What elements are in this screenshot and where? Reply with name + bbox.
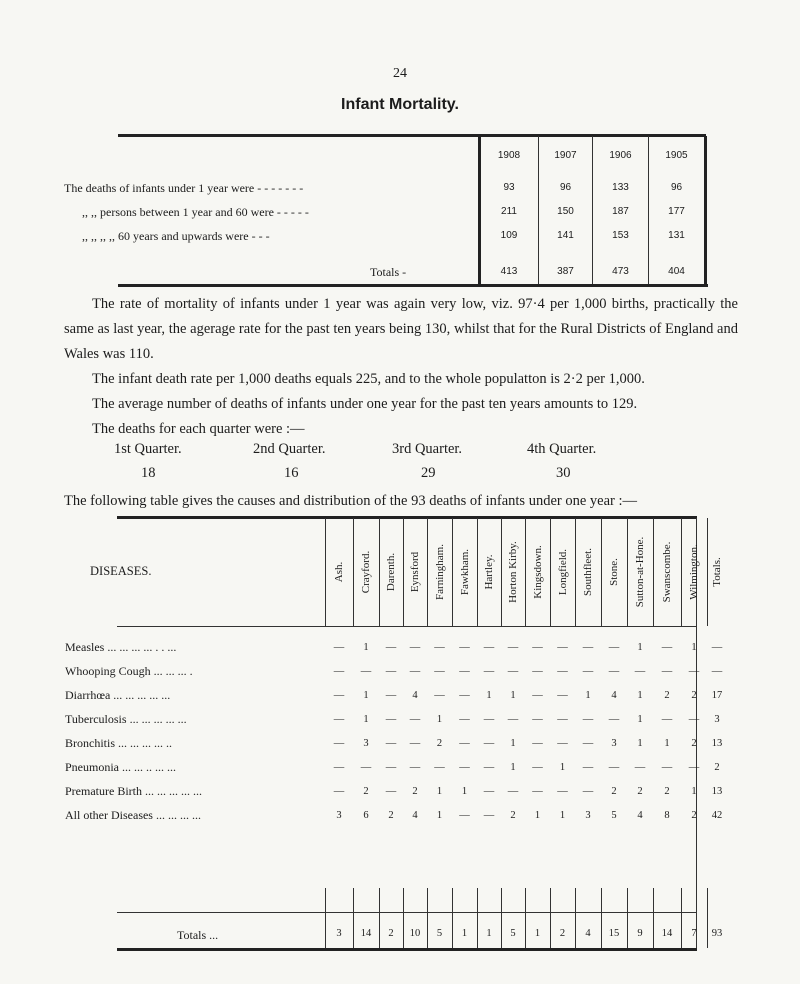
- column-header: [502, 524, 524, 620]
- table-cell: —: [608, 642, 620, 653]
- year-header: 1906: [609, 150, 632, 161]
- column-divider: [681, 888, 682, 948]
- totals-cell: 93: [711, 928, 723, 939]
- table-cell: 4: [412, 690, 418, 701]
- totals-cell: 1: [461, 928, 468, 939]
- table-cell: 1: [637, 642, 643, 653]
- table-cell: —: [360, 666, 372, 677]
- table-cell: 8: [664, 810, 670, 821]
- table-cell: 133: [612, 182, 629, 193]
- table-cell: —: [409, 642, 421, 653]
- table-cell: 1: [363, 714, 369, 725]
- table-cell: 2: [714, 762, 720, 773]
- table-cell: —: [688, 762, 700, 773]
- disease-label: Measles ... ... ... ... . . ...: [65, 640, 177, 654]
- table-cell: 2: [691, 810, 697, 821]
- table-cell: —: [483, 642, 495, 653]
- column-divider: [707, 888, 708, 948]
- table-cell: 2: [637, 786, 643, 797]
- column-header-text: Sutton-at-Hone.: [634, 536, 646, 608]
- table-cell: 13: [711, 786, 723, 797]
- table-cell: —: [459, 762, 470, 773]
- totals-cell: 473: [612, 266, 629, 277]
- column-divider: [627, 888, 628, 948]
- table-cell: —: [557, 690, 568, 701]
- table-cell: —: [532, 690, 543, 701]
- table-cell: 1: [363, 690, 369, 701]
- row-label: The deaths of infants under 1 year were - - - - - - -: [64, 181, 304, 195]
- column-header: [404, 524, 426, 620]
- table-cell: —: [409, 762, 421, 773]
- table-cell: 177: [668, 206, 685, 217]
- column-header-text: Swanscombe.: [661, 541, 673, 603]
- column-header: [552, 524, 574, 620]
- column-header-text: Longfield.: [556, 548, 569, 596]
- table-cell: —: [507, 714, 519, 725]
- column-divider: [704, 136, 707, 284]
- table-cell: 6: [363, 810, 369, 821]
- totals-cell: 2: [559, 928, 566, 939]
- column-header: [656, 524, 678, 620]
- table-cell: 1: [461, 786, 468, 797]
- column-divider: [601, 888, 602, 948]
- column-header: [683, 524, 705, 620]
- column-divider: [681, 518, 682, 626]
- column-divider: [477, 888, 478, 948]
- table-cell: —: [582, 642, 594, 653]
- totals-label: Totals -: [370, 265, 407, 279]
- table-cell: 2: [510, 810, 516, 821]
- table-cell: 3: [611, 738, 617, 749]
- column-header-text: Southfleet.: [582, 548, 594, 596]
- quarters-intro: The deaths for each quarter were :—: [92, 421, 305, 437]
- table-cell: 1: [691, 786, 697, 797]
- table-cell: 3: [336, 810, 342, 821]
- table-cell: —: [333, 642, 345, 653]
- column-divider: [525, 888, 526, 948]
- table-cell: —: [608, 714, 620, 725]
- column-divider: [452, 888, 453, 948]
- table-cell: 1: [585, 690, 591, 701]
- totals-label: Totals ...: [177, 928, 219, 942]
- table-cell: —: [333, 666, 345, 677]
- table-cell: 2: [611, 786, 617, 797]
- table-cell: 1: [436, 786, 443, 797]
- column-header-text: Crayford.: [360, 550, 372, 594]
- quarter-value: 18: [141, 465, 156, 481]
- totals-cell: 15: [608, 928, 620, 939]
- table-cell: —: [459, 642, 470, 653]
- year-header: 1907: [554, 150, 577, 161]
- table-cell: 2: [664, 690, 670, 701]
- table-cell: 2: [664, 786, 670, 797]
- totals-cell: 413: [500, 266, 518, 277]
- disease-label: All other Diseases ... ... ... ...: [65, 808, 201, 822]
- column-header: [527, 524, 549, 620]
- table-cell: —: [582, 666, 594, 677]
- table-cell: 42: [711, 810, 723, 821]
- table-cell: 1: [637, 714, 643, 725]
- disease-label: Whooping Cough ... ... ... .: [65, 664, 193, 678]
- table-cell: —: [385, 642, 397, 653]
- table-cell: —: [688, 714, 700, 725]
- table-cell: 131: [668, 230, 685, 241]
- table-cell: 2: [412, 786, 418, 797]
- table-cell: —: [483, 738, 495, 749]
- table-top-rule: [118, 134, 706, 137]
- table-cell: —: [385, 714, 397, 725]
- table-cell: —: [661, 762, 673, 773]
- table-cell: —: [385, 762, 397, 773]
- column-divider: [601, 518, 602, 626]
- table-cell: 1: [637, 738, 643, 749]
- table-cell: 109: [500, 230, 518, 241]
- table-cell: —: [459, 690, 470, 701]
- row-label: ,, ,, ,, ,, 60 years and upwards were - - -: [82, 229, 270, 243]
- column-header-text: Darenth.: [385, 552, 397, 592]
- table-cell: 1: [436, 714, 443, 725]
- table-cell: 187: [612, 206, 629, 217]
- death-rate-paragraph: The infant death rate per 1,000 deaths equals 225, and to the whole populatton is 2·2 per 1,000.: [92, 371, 645, 387]
- column-divider: [325, 518, 326, 626]
- table-cell: —: [557, 738, 568, 749]
- table-cell: —: [507, 786, 519, 797]
- table-cell: —: [333, 714, 345, 725]
- column-header-text: Stone.: [608, 558, 620, 586]
- table-cell: 150: [557, 206, 574, 217]
- column-divider: [653, 888, 654, 948]
- table-cell: 1: [559, 762, 566, 773]
- table-cell: 4: [412, 810, 418, 821]
- table-cell: —: [483, 762, 495, 773]
- table-cell: —: [608, 666, 620, 677]
- table-cell: —: [711, 666, 723, 677]
- table-cell: 1: [363, 642, 369, 653]
- table-cell: —: [459, 810, 470, 821]
- table-cell: —: [532, 762, 543, 773]
- table-cell: 17: [711, 690, 723, 701]
- page-title: Infant Mortality.: [341, 96, 459, 113]
- table-cell: —: [557, 714, 568, 725]
- table-intro: The following table gives the causes and distribution of the 93 deaths of infants under one year :—: [64, 493, 638, 509]
- table-cell: —: [634, 762, 646, 773]
- table-cell: —: [409, 738, 421, 749]
- table-cell: —: [483, 786, 495, 797]
- column-header: [629, 524, 651, 620]
- table-cell: 211: [501, 206, 517, 217]
- table-cell: —: [409, 714, 421, 725]
- table-cell: —: [582, 714, 594, 725]
- table-cell: —: [507, 642, 519, 653]
- table-cell: —: [434, 690, 445, 701]
- column-header-text: Eynsford: [409, 551, 421, 593]
- totals-cell: 10: [409, 928, 421, 939]
- table-bottom-rule: [118, 284, 708, 287]
- table-cell: —: [434, 642, 445, 653]
- table-cell: —: [507, 666, 519, 677]
- column-divider: [501, 888, 502, 948]
- disease-label: Pneumonia ... ... .. ... ...: [65, 760, 176, 774]
- table-cell: 1: [510, 738, 516, 749]
- column-divider: [653, 518, 654, 626]
- table-cell: —: [557, 666, 568, 677]
- totals-cell: 404: [668, 266, 685, 277]
- totals-cell: 9: [637, 928, 643, 939]
- table-cell: —: [532, 666, 543, 677]
- table-cell: —: [608, 762, 620, 773]
- table-cell: —: [661, 714, 673, 725]
- table-cell: 1: [486, 690, 492, 701]
- table-cell: 1: [637, 690, 643, 701]
- quarter-label: 4th Quarter.: [527, 441, 597, 457]
- column-header: [380, 524, 402, 620]
- totals-cell: 387: [557, 266, 574, 277]
- column-header-text: Totals.: [711, 557, 723, 587]
- totals-cell: 14: [661, 928, 673, 939]
- column-divider: [575, 518, 576, 626]
- table-cell: 1: [510, 690, 516, 701]
- table-top-rule: [117, 516, 697, 519]
- table-cell: 2: [691, 690, 697, 701]
- totals-cell: 1: [486, 928, 492, 939]
- table-cell: —: [557, 642, 568, 653]
- table-cell: 3: [585, 810, 591, 821]
- disease-label: Bronchitis ... ... ... ... ..: [65, 736, 172, 750]
- summary-table: [64, 134, 708, 286]
- table-cell: —: [434, 666, 445, 677]
- column-header-text: Fawkham.: [458, 548, 471, 596]
- table-cell: —: [582, 762, 594, 773]
- table-cell: —: [385, 786, 397, 797]
- table-cell: 13: [711, 738, 723, 749]
- column-divider: [379, 888, 380, 948]
- table-cell: —: [434, 762, 445, 773]
- table-cell: 96: [670, 182, 683, 193]
- table-cell: 141: [557, 230, 574, 241]
- table-cell: —: [582, 786, 594, 797]
- table-cell: 93: [503, 182, 515, 193]
- table-cell: —: [582, 738, 594, 749]
- table-cell: —: [333, 786, 345, 797]
- table-cell: —: [532, 738, 543, 749]
- table-cell: 1: [510, 762, 516, 773]
- totals-cell: 5: [436, 928, 443, 939]
- totals-cell: 1: [534, 928, 541, 939]
- year-header: 1905: [665, 150, 688, 161]
- column-header: [603, 524, 625, 620]
- header-rule: [117, 626, 697, 627]
- average-paragraph: The average number of deaths of infants under one year for the past ten years amounts to 129.: [92, 396, 638, 412]
- row-label: ,, ,, persons between 1 year and 60 were - - - - -: [82, 205, 309, 219]
- disease-label: Premature Birth ... ... ... ... ...: [65, 784, 202, 798]
- table-cell: 4: [611, 690, 617, 701]
- column-header-text: Ash.: [333, 561, 345, 583]
- table-cell: —: [459, 666, 470, 677]
- quarter-value: 29: [421, 465, 436, 481]
- table-cell: 153: [612, 230, 629, 241]
- totals-cell: 3: [336, 928, 342, 939]
- table-bottom-rule: [117, 948, 697, 951]
- quarter-label: 3rd Quarter.: [392, 441, 463, 457]
- column-divider: [325, 888, 326, 948]
- totals-cell: 4: [585, 928, 591, 939]
- table-cell: —: [661, 666, 673, 677]
- column-divider: [627, 518, 628, 626]
- quarter-value: 16: [284, 465, 299, 481]
- totals-cell: 2: [388, 928, 394, 939]
- table-cell: —: [532, 786, 543, 797]
- table-cell: —: [385, 738, 397, 749]
- disease-label: Diarrhœa ... ... ... ... ...: [65, 688, 171, 702]
- table-cell: —: [557, 786, 568, 797]
- table-cell: —: [532, 714, 543, 725]
- table-cell: —: [333, 762, 345, 773]
- column-header-text: Farningham.: [433, 544, 446, 600]
- column-header: [706, 524, 728, 620]
- table-cell: —: [661, 642, 673, 653]
- column-divider: [427, 888, 428, 948]
- table-cell: —: [688, 666, 700, 677]
- table-cell: 1: [534, 810, 541, 821]
- table-cell: 3: [714, 714, 720, 725]
- column-header-text: Horton Kirby.: [507, 541, 519, 603]
- table-cell: 2: [691, 738, 697, 749]
- year-header: 1908: [497, 150, 521, 161]
- quarter-label: 1st Quarter.: [114, 441, 182, 457]
- column-header-text: Wilmington.: [688, 544, 700, 600]
- table-cell: 2: [363, 786, 369, 797]
- column-divider: [353, 888, 354, 948]
- table-cell: —: [333, 738, 345, 749]
- table-cell: 1: [691, 642, 697, 653]
- rate-paragraph: The rate of mortality of infants under 1 year was again very low, viz. 97·4 per 1,000 births, practically the same as last year, the agerage rate for the past ten years being 130, whilst that for the Rural Districts of England and Wales was 110.: [64, 296, 738, 362]
- disease-label: Tuberculosis ... ... ... ... ...: [65, 712, 187, 726]
- table-cell: 1: [559, 810, 566, 821]
- column-header-text: Hartley.: [483, 554, 495, 590]
- table-cell: 96: [559, 182, 572, 193]
- totals-cell: 14: [360, 928, 372, 939]
- table-cell: 3: [363, 738, 369, 749]
- table-cell: —: [385, 666, 397, 677]
- quarter-value: 30: [556, 465, 571, 481]
- table-cell: 1: [664, 738, 670, 749]
- column-header-text: Kingsdown.: [531, 545, 544, 599]
- disease-table: [65, 516, 723, 951]
- column-divider: [353, 518, 354, 626]
- table-cell: —: [532, 642, 543, 653]
- table-cell: —: [385, 690, 397, 701]
- quarter-label: 2nd Quarter.: [253, 441, 326, 457]
- column-header: [454, 524, 476, 620]
- table-cell: 4: [637, 810, 643, 821]
- table-cell: —: [360, 762, 372, 773]
- column-divider: [403, 888, 404, 948]
- column-header: [577, 524, 599, 620]
- totals-cell: 5: [510, 928, 516, 939]
- diseases-header: DISEASES.: [90, 564, 152, 578]
- table-cell: —: [634, 666, 646, 677]
- column-divider: [550, 888, 551, 948]
- table-cell: 5: [611, 810, 617, 821]
- totals-cell: 7: [691, 928, 697, 939]
- table-cell: 2: [436, 738, 443, 749]
- column-header: [355, 524, 377, 620]
- column-header: [328, 524, 350, 620]
- table-cell: —: [483, 714, 495, 725]
- column-header: [478, 524, 500, 620]
- table-cell: —: [483, 666, 495, 677]
- totals-rule: [117, 912, 697, 913]
- table-cell: —: [459, 738, 470, 749]
- table-cell: —: [483, 810, 495, 821]
- table-cell: —: [459, 714, 470, 725]
- table-cell: —: [409, 666, 421, 677]
- table-cell: 1: [436, 810, 443, 821]
- column-divider: [575, 888, 576, 948]
- table-cell: —: [711, 642, 723, 653]
- table-cell: —: [333, 690, 345, 701]
- page-number: 24: [393, 66, 407, 81]
- table-cell: 2: [388, 810, 394, 821]
- column-header: [429, 524, 451, 620]
